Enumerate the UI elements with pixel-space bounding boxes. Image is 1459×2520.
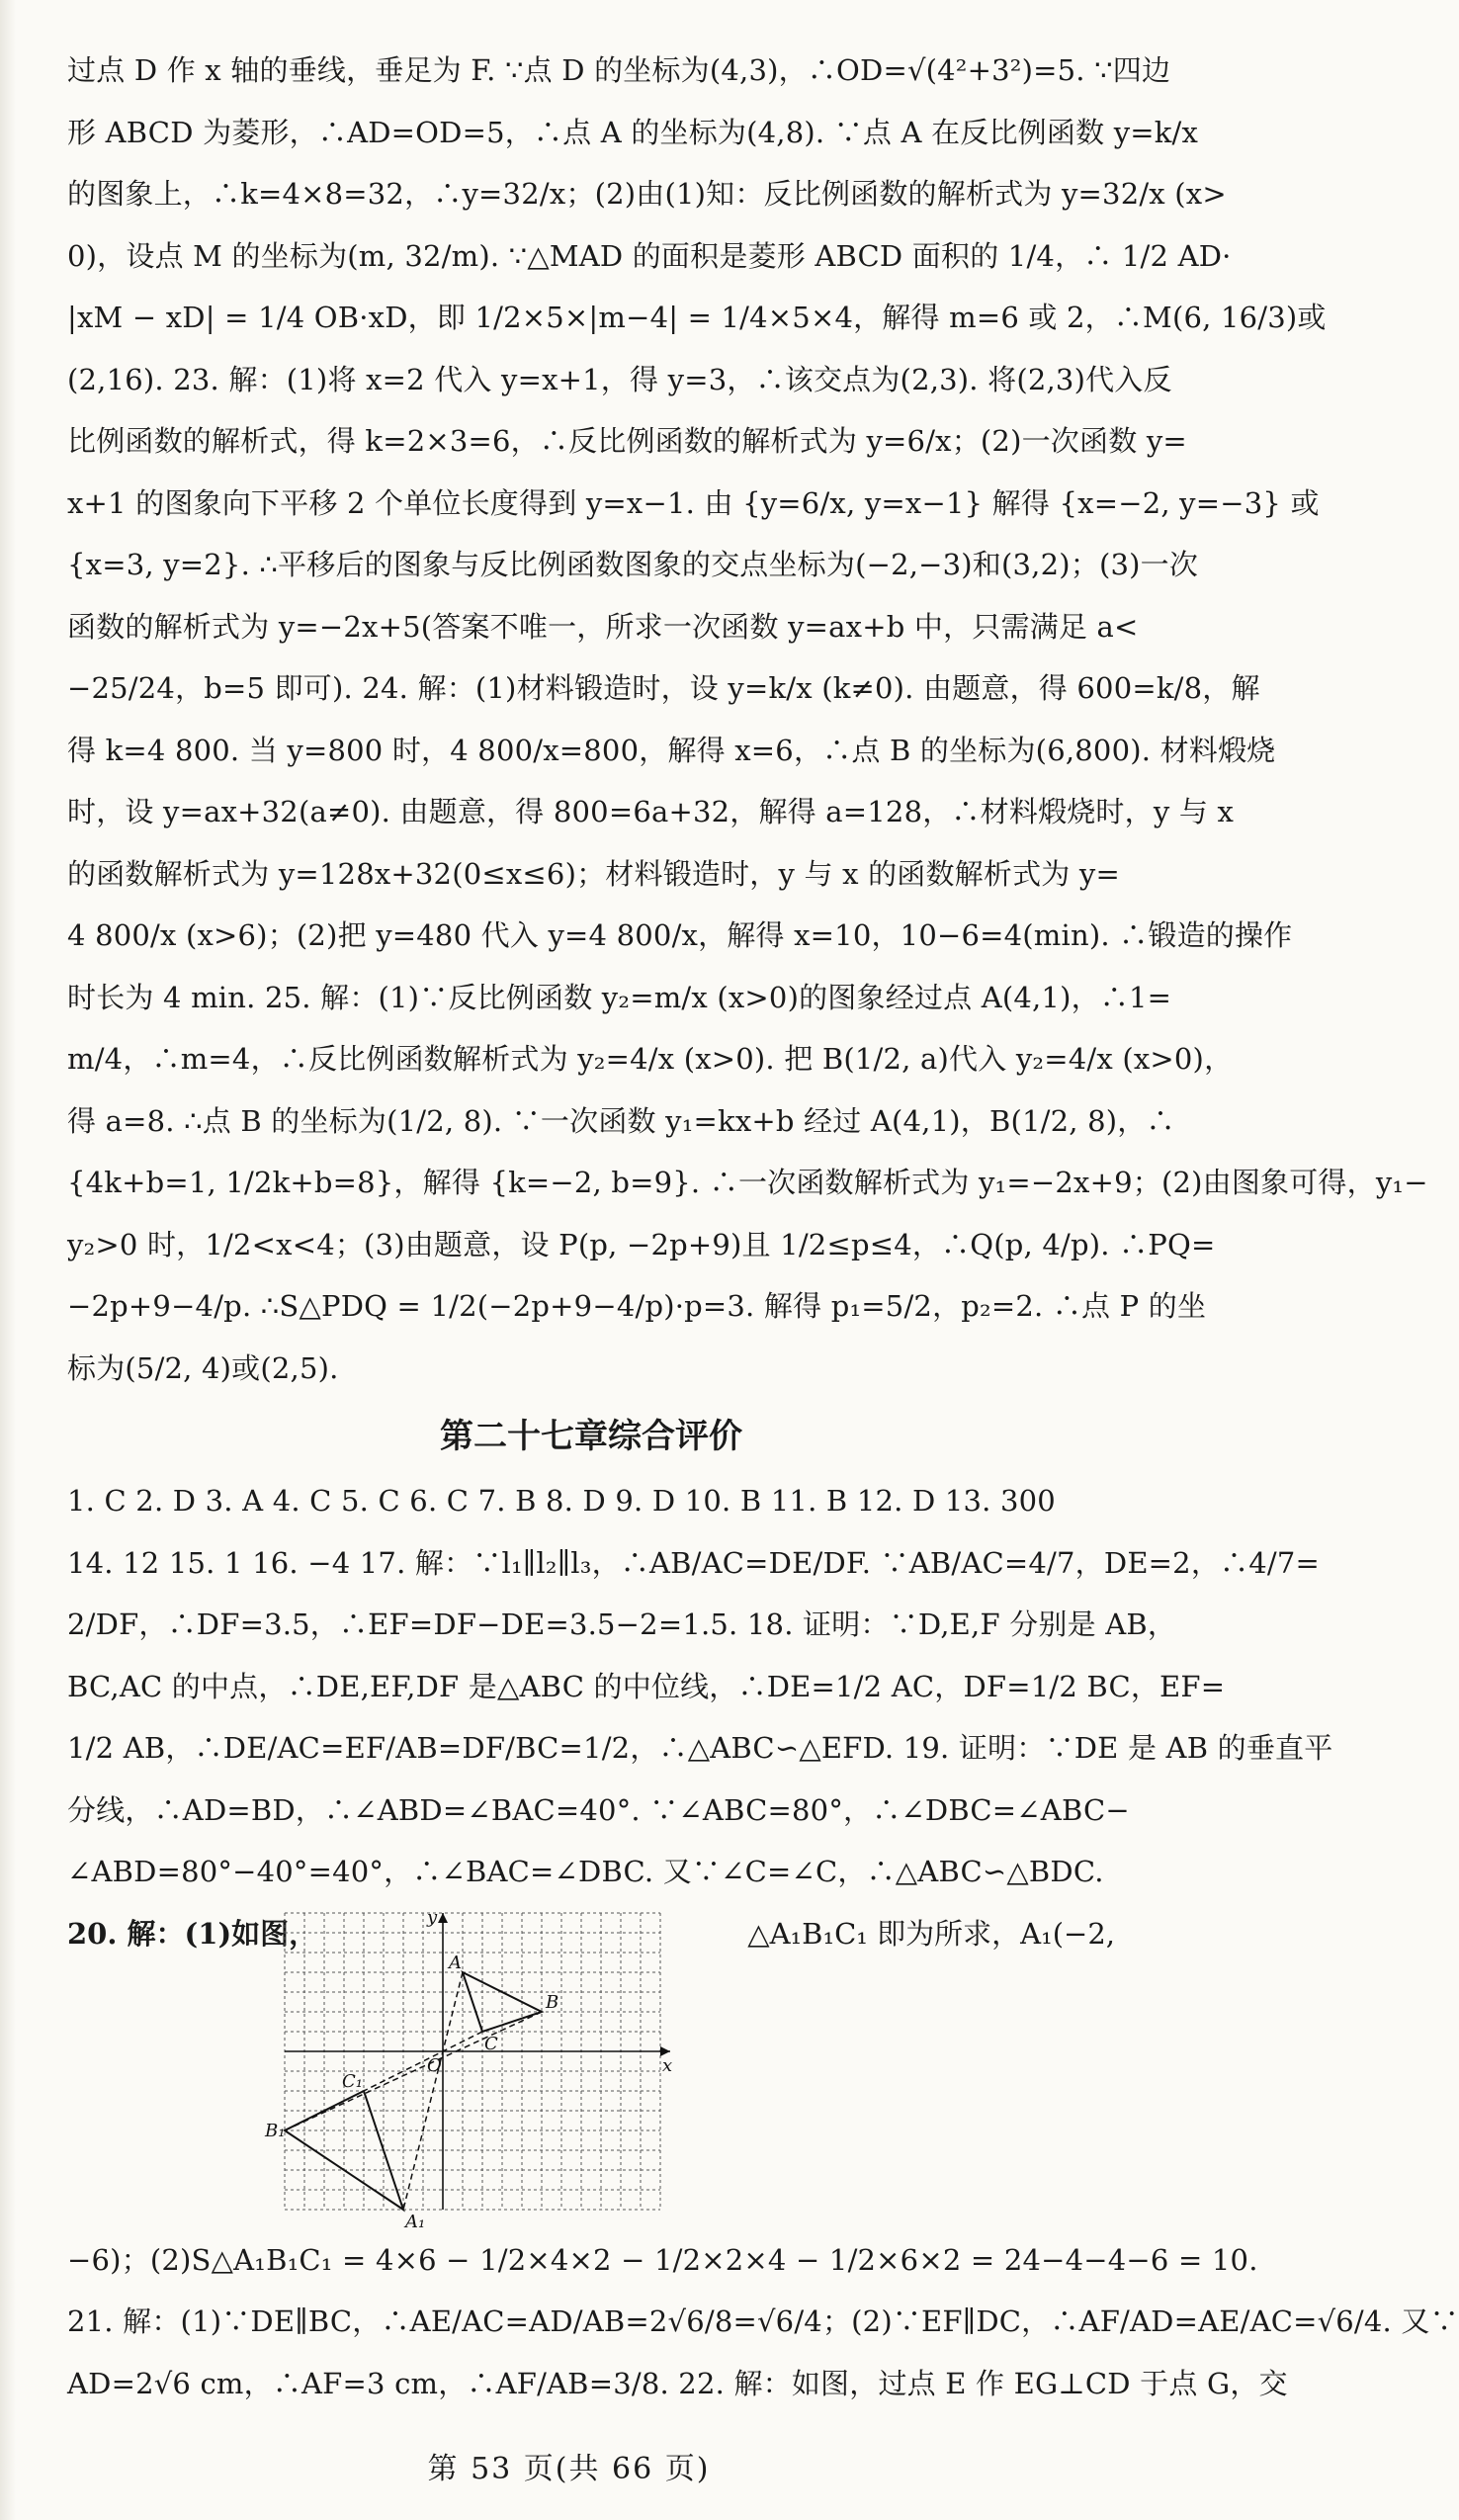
mid-text-line: 分线，∴AD=BD，∴∠ABD=∠BAC=40°. ∵∠ABC=80°，∴∠DBC=∠ABC− xyxy=(67,1792,1130,1827)
bottom-text-line: −6)；(2)S△A₁B₁C₁ = 4×6 − 1/2×4×2 − 1/2×2×4 − 1/2×6×2 = 24−4−4−6 = 10. xyxy=(67,2242,1258,2277)
point-c-label: C xyxy=(484,2033,498,2054)
top-text-line: −2p+9−4/p. ∴S△PDQ = 1/2(−2p+9−4/p)·p=3. 解得 p₁=5/2，p₂=2. ∴点 P 的坐 xyxy=(67,1289,1207,1323)
answers-1-19 xyxy=(67,1470,1333,1903)
top-text-line: (2,16). 23. 解：(1)将 x=2 代入 y=x+1，得 y=3，∴该交点为(2,3). 将(2,3)代入反 xyxy=(67,362,1172,396)
grid-figure xyxy=(265,1903,680,2232)
mid-text-line: BC,AC 的中点，∴DE,EF,DF 是△ABC 的中位线，∴DE=1/2 AC，DF=1/2 BC，EF= xyxy=(67,1669,1226,1703)
point-c1-label: C₁ xyxy=(342,2070,363,2092)
bottom-text-line: AD=2√6 cm，∴AF=3 cm，∴AF/AB=3/8. 22. 解：如图，过点 E 作 EG⊥CD 于点 G，交 xyxy=(67,2366,1288,2400)
top-text-line: 0)，设点 M 的坐标为(m, 32/m). ∵△MAD 的面积是菱形 ABCD 面积的 1/4，∴ 1/2 AD· xyxy=(67,238,1232,273)
mid-text-line: 2/DF，∴DF=3.5，∴EF=DF−DE=3.5−2=1.5. 18. 证明：∵D,E,F 分别是 AB， xyxy=(67,1608,1177,1641)
top-text-line: {x=3, y=2}. ∴平移后的图象与反比例函数图象的交点坐标为(−2,−3)和(3,2)；(3)一次 xyxy=(67,548,1199,581)
answers-20-22 xyxy=(67,2229,1459,2415)
top-text-line: 的函数解析式为 y=128x+32(0≤x≤6)；材料锻造时，y 与 x 的函数解析式为 y= xyxy=(67,856,1120,891)
top-text-line: −25/24，b=5 即可). 24. 解：(1)材料锻造时，设 y=k/x (k≠0). 由题意，得 600=k/8，解 xyxy=(67,671,1260,705)
question-20-label: 20. 解：(1)如图， xyxy=(67,1916,318,1951)
top-text-line: 得 k=4 800. 当 y=800 时，4 800/x=800，解得 x=6，∴点 B 的坐标为(6,800). 材料煅烧 xyxy=(67,733,1276,767)
top-text-line: {4k+b=1, 1/2k+b=8}，解得 {k=−2, b=9}. ∴一次函数解析式为 y₁=−2x+9；(2)由图象可得，y₁− xyxy=(67,1166,1428,1199)
mid-text-line: 14. 12 15. 1 16. −4 17. 解：∵l₁∥l₂∥l₃，∴AB/AC=DE/DF. ∵AB/AC=4/7，DE=2，∴4/7= xyxy=(67,1545,1321,1580)
top-text-line: 形 ABCD 为菱形，∴AD=OD=5，∴点 A 的坐标为(4,8). ∵点 A 在反比例函数 y=k/x xyxy=(67,115,1199,149)
point-a-label: A xyxy=(449,1952,462,1973)
mid-text-line: 1/2 AB，∴DE/AC=EF/AB=DF/BC=1/2，∴△ABC∽△EFD. 19. 证明：∵DE 是 AB 的垂直平 xyxy=(67,1731,1333,1765)
dashed-grid xyxy=(285,1913,660,2210)
answers-22-25 xyxy=(67,40,1428,1399)
top-text-line: 函数的解析式为 y=−2x+5(答案不唯一，所求一次函数 y=ax+b 中，只需满足 a< xyxy=(67,609,1139,644)
chapter-heading: 第二十七章综合评价 xyxy=(440,1417,742,1456)
top-text-line: x+1 的图象向下平移 2 个单位长度得到 y=x−1. 由 {y=6/x, y=x−1} 解得 {x=−2, y=−3} 或 xyxy=(67,485,1320,520)
point-b1-label: B₁ xyxy=(265,2120,286,2141)
top-text-line: y₂>0 时，1/2<x<4；(3)由题意，设 P(p, −2p+9)且 1/2≤p≤4，∴Q(p, 4/p). ∴PQ= xyxy=(67,1227,1216,1261)
point-b-label: B xyxy=(546,1991,559,2013)
bottom-text-line: 21. 解：(1)∵DE∥BC，∴AE/AC=AD/AB=2√6/8=√6/4；(2)∵EF∥DC，∴AF/AD=AE/AC=√6/4. 又∵ xyxy=(67,2304,1459,2338)
top-text-line: 比例函数的解析式，得 k=2×3=6，∴反比例函数的解析式为 y=6/x；(2)一次函数 y= xyxy=(67,424,1187,458)
origin-label: O xyxy=(427,2054,442,2076)
top-text-line: |xM − xD| = 1/4 OB·xD，即 1/2×5×|m−4| = 1/4×5×4，解得 m=6 或 2，∴M(6, 16/3)或 xyxy=(67,301,1327,334)
question-20-figure-area xyxy=(67,1903,1115,2232)
mid-text-line: ∠ABD=80°−40°=40°，∴∠BAC=∠DBC. 又∵∠C=∠C，∴△ABC∽△BDC. xyxy=(67,1855,1104,1888)
answer-page xyxy=(67,40,1459,2414)
mid-text-line: 1. C 2. D 3. A 4. C 5. C 6. C 7. B 8. D 9. D 10. B 11. B 12. D 13. 300 xyxy=(67,1484,1056,1518)
point-a1-label: A₁ xyxy=(405,2211,426,2232)
top-text-line: m/4，∴m=4，∴反比例函数解析式为 y₂=4/x (x>0). 把 B(1/2, a)代入 y₂=4/x (x>0)， xyxy=(67,1042,1234,1076)
top-text-line: 得 a=8. ∴点 B 的坐标为(1/2, 8). ∵一次函数 y₁=kx+b 经过 A(4,1)，B(1/2, 8)，∴ xyxy=(67,1103,1175,1138)
page-number: 第 53 页(共 66 页) xyxy=(427,2452,711,2486)
top-text-line: 的图象上，∴k=4×8=32，∴y=32/x；(2)由(1)知：反比例函数的解析式为 y=32/x (x> xyxy=(67,177,1227,211)
page-binding-edge xyxy=(0,0,16,2520)
top-text-line: 时，设 y=ax+32(a≠0). 由题意，得 800=6a+32，解得 a=128，∴材料煅烧时，y 与 x xyxy=(67,795,1234,828)
x-axis-label: x xyxy=(662,2054,673,2076)
y-axis-arrow-icon xyxy=(438,1913,448,1923)
top-text-line: 过点 D 作 x 轴的垂线，垂足为 F. ∵点 D 的坐标为(4,3)，∴OD=√(4²+3²)=5. ∵四边 xyxy=(67,53,1171,87)
y-axis-label: y xyxy=(427,1906,438,1928)
top-text-line: 标为(5/2, 4)或(2,5). xyxy=(67,1350,339,1385)
top-text-line: 时长为 4 min. 25. 解：(1)∵反比例函数 y₂=m/x (x>0)的图象经过点 A(4,1)，∴1= xyxy=(67,980,1172,1014)
top-text-line: 4 800/x (x>6)；(2)把 y=480 代入 y=4 800/x，解得 x=10，10−6=4(min). ∴锻造的操作 xyxy=(67,918,1293,952)
question-20-side-text: △A₁B₁C₁ 即为所求，A₁(−2, xyxy=(747,1916,1115,1951)
